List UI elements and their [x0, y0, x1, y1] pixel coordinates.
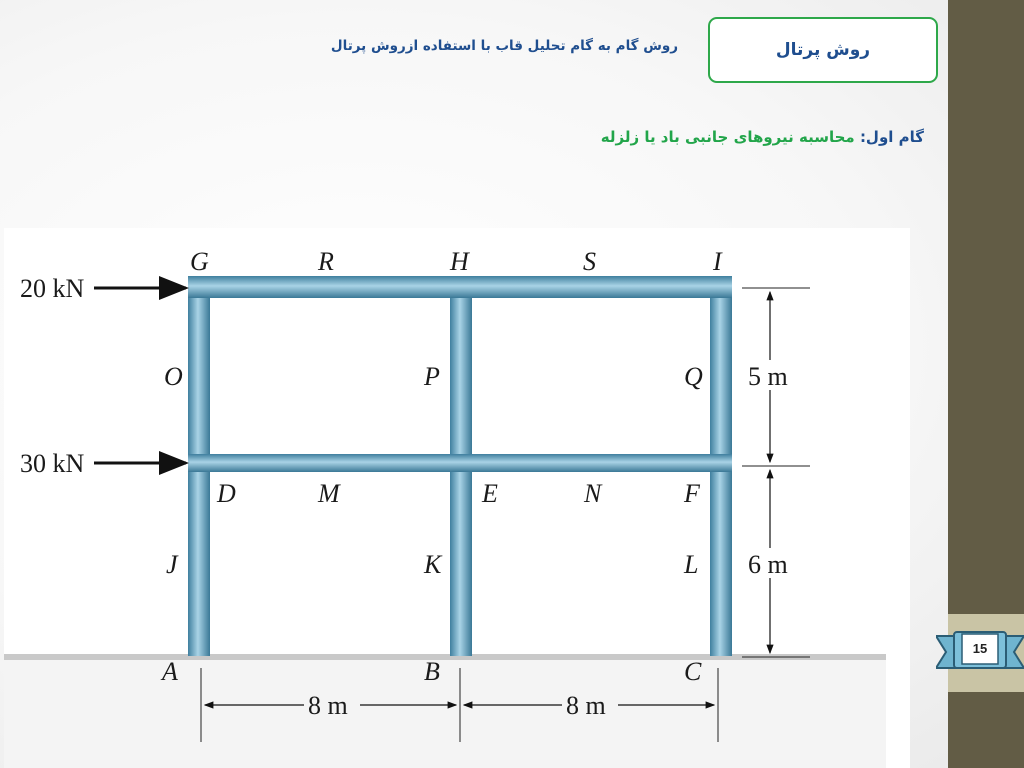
joint-label-P: P — [424, 362, 440, 391]
joint-label-F: F — [684, 479, 700, 508]
beam-floor — [188, 454, 732, 472]
joint-label-R: R — [318, 247, 334, 276]
dim-label-right-bay: 8 m — [566, 691, 606, 720]
joint-label-K: K — [424, 550, 442, 579]
slide-subtitle: روش گام به گام تحلیل قاب با استفاده ازروش پرتال — [330, 38, 678, 54]
joint-label-E: E — [482, 479, 498, 508]
step-description: محاسبه نیروهای جانبی باد یا زلزله — [600, 128, 855, 146]
frame-diagram — [4, 228, 910, 768]
joint-label-C: C — [684, 657, 702, 686]
frame-diagram-svg — [4, 228, 910, 768]
joint-label-O: O — [164, 362, 183, 391]
joint-label-D: D — [217, 479, 236, 508]
joint-label-N: N — [584, 479, 602, 508]
ground-area — [4, 654, 886, 768]
load-top-label: 20 kN — [20, 274, 85, 303]
joint-label-L: L — [684, 550, 699, 579]
page-number: 15 — [972, 641, 988, 656]
joint-label-S: S — [583, 247, 596, 276]
joint-label-H: H — [450, 247, 469, 276]
joint-label-I: I — [713, 247, 722, 276]
joint-label-A: A — [162, 657, 178, 686]
joint-label-B: B — [424, 657, 440, 686]
joint-label-Q: Q — [684, 362, 703, 391]
step-label: گام اول: — [859, 128, 924, 146]
joint-label-G: G — [190, 247, 209, 276]
slide-title-box — [708, 17, 938, 83]
load-middle-label: 30 kN — [20, 449, 85, 478]
joint-label-J: J — [166, 550, 178, 579]
beam-roof — [188, 276, 732, 298]
joint-label-M: M — [318, 479, 340, 508]
dim-label-left-bay: 8 m — [308, 691, 348, 720]
slide-title: روش پرتال — [775, 40, 871, 60]
dim-label-lower: 6 m — [748, 550, 788, 579]
dim-label-upper: 5 m — [748, 362, 788, 391]
step-heading — [601, 128, 924, 146]
